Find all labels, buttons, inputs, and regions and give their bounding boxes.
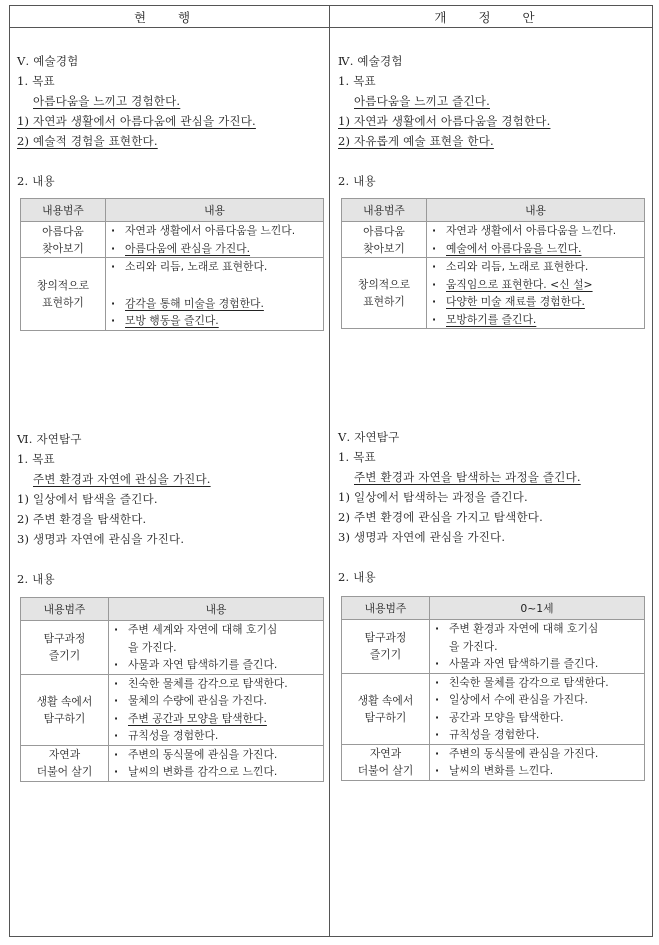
- category-cell: 자연과 더불어 살기: [21, 745, 109, 781]
- list-item: · 아름다움에 관심을 가진다.: [106, 240, 323, 258]
- table-row: [342, 620, 645, 674]
- table-row: [342, 744, 645, 780]
- list-item: · 주변의 동식물에 관심을 가진다.: [109, 746, 323, 764]
- list-item: · 소리와 리듬, 노래로 표현한다.: [106, 258, 323, 276]
- category-cell: 아름다움 찾아보기: [342, 222, 427, 258]
- list-item: · 자연과 생활에서 아름다움을 느낀다.: [427, 222, 644, 240]
- table-header-row: [342, 597, 645, 620]
- col-age: 0~1세: [430, 597, 645, 620]
- content-cell: [427, 258, 645, 329]
- rev-art-goal-1: 1) 자연과 생활에서 아름다움을 경험한다.: [338, 114, 551, 128]
- cur-nature-content-label: 2. 내용: [17, 572, 55, 586]
- table-row: [21, 621, 324, 675]
- table-row: [21, 222, 324, 258]
- content-cell: [109, 674, 324, 745]
- cur-art-goal-main: 아름다움을 느끼고 경험한다.: [33, 94, 181, 108]
- table-row: [21, 674, 324, 745]
- rev-nature-table: [341, 596, 645, 781]
- table-row: [342, 222, 645, 258]
- content-cell: [430, 620, 645, 674]
- cur-art-goal-2: 2) 예술적 경험을 표현한다.: [17, 134, 158, 148]
- list-item: · 날씨의 변화를 감각으로 느낀다.: [109, 763, 323, 781]
- rev-nature-goal-1: 1) 일상에서 탐색하는 과정을 즐긴다.: [338, 490, 528, 504]
- category-cell: 탐구과정 즐기기: [21, 621, 109, 675]
- content-cell: [430, 744, 645, 780]
- col-content: 내용: [427, 199, 645, 222]
- list-item: · 사물과 자연 탐색하기를 즐긴다.: [109, 656, 323, 674]
- cur-art-goal-label: 1. 목표: [17, 74, 55, 88]
- rev-nature-goal-label: 1. 목표: [338, 450, 376, 464]
- table-row: [342, 673, 645, 744]
- rev-art-goal-2: 2) 자유롭게 예술 표현을 한다.: [338, 134, 494, 148]
- rev-art-table: [341, 198, 645, 329]
- header-current: 현 행: [133, 10, 205, 25]
- list-item: · 주변 세계와 자연에 대해 호기심: [109, 621, 323, 639]
- category-cell: 탐구과정 즐기기: [342, 620, 430, 674]
- list-item: · 규칙성을 경험한다.: [430, 726, 644, 744]
- rev-nature-content-label: 2. 내용: [338, 570, 376, 584]
- col-category: 내용범주: [21, 598, 109, 621]
- list-item: · 감각을 통해 미술을 경험한다.: [106, 295, 323, 313]
- list-item: · 주변 환경과 자연에 대해 호기심: [430, 620, 644, 638]
- cur-art-goal-1: 1) 자연과 생활에서 아름다움에 관심을 가진다.: [17, 114, 256, 128]
- col-content: 내용: [109, 598, 324, 621]
- content-cell: [109, 621, 324, 675]
- list-item: · 예술에서 아름다움을 느낀다.: [427, 240, 644, 258]
- list-item: · 공간과 모양을 탐색한다.: [430, 709, 644, 727]
- cur-nature-table: [20, 597, 324, 782]
- list-item: · 주변 공간과 모양을 탐색한다.: [109, 710, 323, 728]
- col-category: 내용범주: [342, 199, 427, 222]
- list-item: · 물체의 수량에 관심을 가진다.: [109, 692, 323, 710]
- list-item: · 일상에서 수에 관심을 가진다.: [430, 691, 644, 709]
- table-row: [21, 745, 324, 781]
- list-item: · 모방 행동을 즐긴다.: [106, 312, 323, 330]
- list-item-continued: 을 가진다.: [449, 639, 498, 653]
- cur-nature-goal-1: 1) 일상에서 탐색을 즐긴다.: [17, 492, 158, 506]
- content-cell: [427, 222, 645, 258]
- list-item-continued: 을 가진다.: [128, 640, 177, 654]
- cur-art-content-label: 2. 내용: [17, 174, 55, 188]
- list-item: · 주변의 동식물에 관심을 가진다.: [430, 745, 644, 763]
- category-cell: 생활 속에서 탐구하기: [342, 673, 430, 744]
- cur-nature-goal-label: 1. 목표: [17, 452, 55, 466]
- list-item: · 소리와 리듬, 노래로 표현한다.: [427, 258, 644, 276]
- category-cell: 창의적으로 표현하기: [342, 258, 427, 329]
- rev-nature-goal-main: 주변 환경과 자연을 탐색하는 과정을 즐긴다.: [354, 470, 581, 484]
- content-cell: [430, 673, 645, 744]
- content-cell: [106, 222, 324, 258]
- table-row: [342, 258, 645, 329]
- col-category: 내용범주: [342, 597, 430, 620]
- rev-art-heading: Ⅳ. 예술경험: [338, 54, 403, 68]
- col-content: 내용: [106, 199, 324, 222]
- col-category: 내용범주: [21, 199, 106, 222]
- rev-nature-goal-2: 2) 주변 환경에 관심을 가지고 탐색한다.: [338, 510, 543, 524]
- rev-art-goal-label: 1. 목표: [338, 74, 376, 88]
- rev-art-goal-main: 아름다움을 느끼고 즐긴다.: [354, 94, 490, 108]
- category-cell: 창의적으로 표현하기: [21, 258, 106, 331]
- content-cell: [109, 745, 324, 781]
- header-rule: [9, 27, 653, 28]
- list-item: · 규칙성을 경험한다.: [109, 727, 323, 745]
- list-item: · 자연과 생활에서 아름다움을 느낀다.: [106, 222, 323, 240]
- list-item: · 날씨의 변화를 느낀다.: [430, 762, 644, 780]
- category-cell: 자연과 더불어 살기: [342, 744, 430, 780]
- list-item: · 친숙한 물체를 감각으로 탐색한다.: [109, 675, 323, 693]
- list-item: · 모방하기를 즐긴다.: [427, 311, 644, 329]
- list-item: · 사물과 자연 탐색하기를 즐긴다.: [430, 655, 644, 673]
- table-header-row: [342, 199, 645, 222]
- list-item: · 친숙한 물체를 감각으로 탐색한다.: [430, 674, 644, 692]
- column-divider: [329, 5, 330, 937]
- cur-nature-heading: Ⅵ. 자연탐구: [17, 432, 82, 446]
- content-cell: [106, 258, 324, 331]
- category-cell: 생활 속에서 탐구하기: [21, 674, 109, 745]
- cur-nature-goal-main: 주변 환경과 자연에 관심을 가진다.: [33, 472, 211, 486]
- cur-art-table: [20, 198, 324, 331]
- cur-nature-goal-3: 3) 생명과 자연에 관심을 가진다.: [17, 532, 185, 546]
- rev-nature-heading: Ⅴ. 자연탐구: [338, 430, 400, 444]
- category-cell: 아름다움 찾아보기: [21, 222, 106, 258]
- list-item: · 움직임으로 표현한다. <신 설>: [427, 276, 644, 294]
- header-revised: 개 정 안: [434, 10, 549, 25]
- table-header-row: [21, 199, 324, 222]
- rev-art-content-label: 2. 내용: [338, 174, 376, 188]
- cur-nature-goal-2: 2) 주변 환경을 탐색한다.: [17, 512, 147, 526]
- rev-nature-goal-3: 3) 생명과 자연에 관심을 가진다.: [338, 530, 506, 544]
- list-item: · 다양한 미술 재료를 경험한다.: [427, 293, 644, 311]
- table-header-row: [21, 598, 324, 621]
- cur-art-heading: Ⅴ. 예술경험: [17, 54, 79, 68]
- table-row: [21, 258, 324, 331]
